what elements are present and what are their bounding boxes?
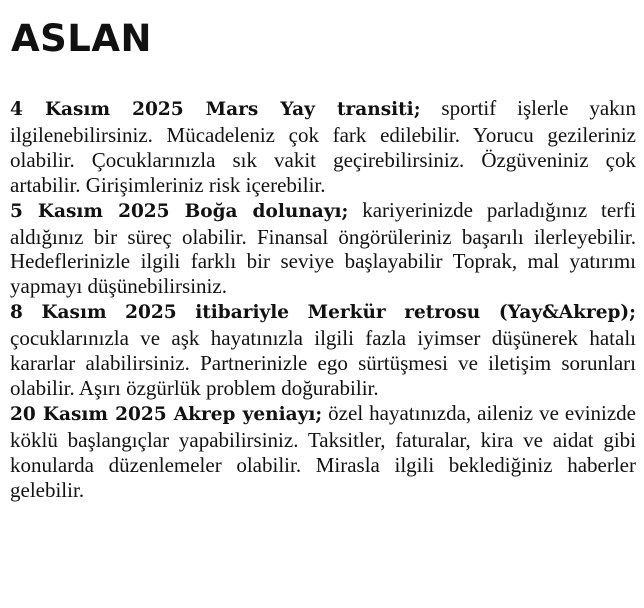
transit-text: çocuklarınızla ve aşk hayatınızla ilgili fazla iyimser düşünerek hatalı kararlar alabilirsiniz. Partnerinizle ego sürtüşmesi ve iletişim sorunları olabilir. Aşırı özgürlük problem doğurabilir. xyxy=(10,326,636,400)
transit-entry-taurus-full-moon xyxy=(10,198,636,300)
transit-text: sportif işlerle yakın ilgilenebilirsiniz. Mücadeleniz çok fark edilebilir. Yorucu gezileriniz olabilir. Çocuklarınızla sık vakit geçirebilirsiniz. Özgüveniniz çok artabilir. Girişimleriniz risk içerebilir. xyxy=(10,96,637,197)
page-title: ASLAN xyxy=(11,17,152,60)
transit-heading: 5 Kasım 2025 Boğa dolunayı; xyxy=(10,200,349,222)
transit-entry-mars-sagittarius xyxy=(10,96,636,198)
horoscope-page xyxy=(10,8,636,503)
transit-entry-mercury-retrograde xyxy=(10,299,636,401)
transit-heading: 4 Kasım 2025 Mars Yay transiti; xyxy=(10,99,421,120)
transit-heading: 8 Kasım 2025 itibariyle Merkür retrosu (Yay&Akrep); xyxy=(10,302,636,324)
transit-text: kariyerinizde parladığınız terfi aldığınız bir süreç olabilir. Finansal öngörüleriniz başarılı ilerleyebilir. Hedeflerinizle ilgili farklı bir seviye başlayabilir Toprak, mal yatırımı yapmayı düşünebilirsiniz. xyxy=(10,197,636,299)
transit-text: özel hayatınızda, aileniz ve evinizde köklü başlangıçlar yapabilirsiniz. Taksitler, faturalar, kira ve aidat gibi konularda düzenlemeler olabilir. Mirasla ilgili beklediğiniz haberler gelebilir. xyxy=(10,400,637,502)
transit-heading: 20 Kasım 2025 Akrep yeniayı; xyxy=(10,403,323,425)
transit-entry-scorpio-new-moon xyxy=(10,401,636,503)
transit-list xyxy=(10,96,636,503)
